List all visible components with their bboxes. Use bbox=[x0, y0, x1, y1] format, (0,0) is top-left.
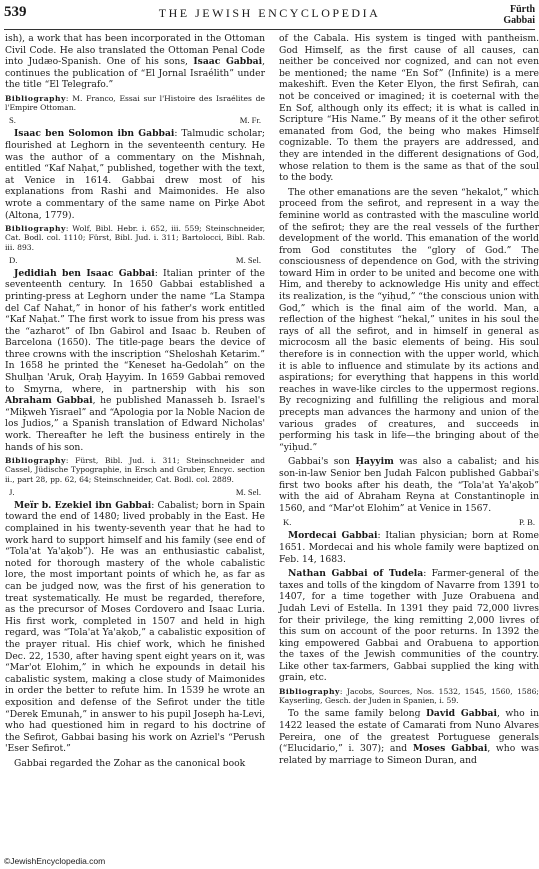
entry-name: Isaac Gabbai bbox=[193, 56, 263, 68]
running-title: THE JEWISH ENCYCLOPEDIA bbox=[158, 6, 381, 20]
entry-isaac-ben-solomon: Isaac ben Solomon ibn Gabbai: Talmudic scholar; flourished at Leghorn in the seventeenth century. He was the author of a commentary on the Mishnah, entitled “Kaf Naḥat,” published, together with the text, at Venice in 1614. Gabbai drew most of his explanations from Rashi and Maimonides. He also wrote a commentary of the same name on Pirḳe Abot (Altona, 1779). bbox=[5, 128, 265, 221]
entry-mordecai: Mordecai Gabbai: Italian physician; born at Rome 1651. Mordecai and his whole family were baptized on Feb. 14, 1683. bbox=[279, 530, 539, 565]
bibliography: Bibliography: Jacobs, Sources, Nos. 1532, 1545, 1560, 1586; Kayserling, Gesch. der Juden in Spanien, i. 59. bbox=[279, 687, 539, 706]
copyright-link[interactable]: ©JewishEncyclopedia.com bbox=[4, 856, 106, 866]
author-signature: D. M. Sel. bbox=[9, 254, 261, 265]
entry-heading: Isaac ben Solomon ibn Gabbai bbox=[14, 128, 175, 140]
entry-heading: Mordecai Gabbai bbox=[288, 530, 378, 542]
paragraph: of the Cabala. His system is tinged with pantheism. God Himself, as the first cause of all causes, can neither be conceived nor cognized, and can not even be mentioned; the name “En Sof” (Infinite) is a mere makeshift. Even the Keter Elyon, the first Sefirah, can not be conceived or imagined; it is coeternal with the En Sof, although only its effect; it is what is called in Scripture “His Name.” By means of it the other sefirot emanated from God, the being who makes Himself cognizable. To them the prayers are addressed, and they are intended in the different designations of God, whose relation to them is the same as that of the soul to the body. bbox=[279, 33, 539, 184]
bibliography: Bibliography: Wolf, Bibl. Hebr. i. 652, iii. 559; Steinschneider, Cat. Bodl. col. 1110; Fürst, Bibl. Jud. i. 311; Bartolocci, Bibl. Rab. iii. 893. bbox=[5, 224, 265, 252]
paragraph: Gabbai regarded the Zohar as the canonical book bbox=[14, 757, 246, 769]
page-number: 539 bbox=[4, 4, 27, 20]
paragraph: The other emanations are the seven “hekalot,” which proceed from the sefirot, and represent in a way the feminine world as contrasted with the masculine world of the sefirot; they are the real vessels of the further development of the world. This emanation of the world from God constitutes the “glory of God.” The consciousness of dependence on God, with the striving toward Him in order to be united and become one with Him, and thereby to acknowledge His unity and effect its realization, is the “yiḥud,” “the conscious union with God,” which is the final aim of the world. Man, a reflection of the highest “hekal,” unites in his soul the rays of all the sefirot, and in himself in general as microcosm all the basic elements of being. His soul therefore is in connection with the upper world, which it is able to influence and stimulate by its actions and aspirations; for everything that happens in this world reaches in wave-like circles to the uppermost regions. By recognizing and fulfilling the religious and moral precepts man advances the harmony and union of the various grades of creatures, and succeeds in performing his task in life—the bringing about of the “yiḥud.” bbox=[279, 186, 539, 453]
bibliography: Bibliography: Fürst, Bibl. Jud. i. 311; Steinschneider and Cassel, Jüdische Typographie, in Ersch and Gruber, Encyc. section ii., part 28, pp. 62, 64; Steinschneider, Cat. Bodl. col. 2889. bbox=[5, 456, 265, 484]
keyword-last: Gabbai bbox=[503, 15, 535, 26]
paragraph: ish), a work that has been incorporated in the Ottoman Civil Code. He also translated the Ottoman Penal Code into Judæo-Spanish. One of his sons, Isaac Gabbai, continues the publication of “El Jornal Israélith” under the title “El Telegrafo.” bbox=[5, 33, 265, 91]
entry-heading: Meïr b. Ezekiel ibn Gabbai bbox=[14, 499, 152, 511]
author-signature: K. P. B. bbox=[283, 517, 535, 528]
entry-nathan: Nathan Gabbai of Tudela: Farmer-general of the taxes and tolls of the kingdom of Navarre from 1391 to 1407, for a time together with Juze Orabuena and Judah Levi of Estella. In 1391 they paid 72,000 livres for their privilege, the king remitting 2,000 livres of this sum on account of the poor returns. In 1392 the king empowered Gabbai and Orabuena to apportion the taxes of the Jewish communities of the country. Like other tax-farmers, Gabbai supplied the king with grain, etc. bbox=[279, 568, 539, 684]
left-column bbox=[5, 33, 265, 773]
author-signature: S. M. Fr. bbox=[9, 115, 261, 126]
entry-meir: Meïr b. Ezekiel ibn Gabbai: Cabalist; born in Spain toward the end of 1480; lived probably in the East. He complained in his twenty-seventh year that he had to work hard to support himself and his family (see end of “Tola'at Ya'aḳob”). He was an enthusiastic cabalist, noted for thorough mastery of the whole cabalistic lore, the most important points of which he, as far as can be judged now, was the first of his generation to treat systematically. He must be regarded, therefore, as the precursor of Moses Cordovero and Isaac Luria. His first work, completed in 1507 and held in high regard, was “Tola'at Ya'aḳob,” a cabalistic exposition of the prayer ritual. His chief work, which he finished Dec. 22, 1530, after having spent eight years on it, was “Mar'ot Elohim,” in which he expounds in detail his cabalistic system, making a close study of Maimonides in order the better to refute him. In 1539 he wrote an exposition and defense of the Sefirot under the title “Derek Emunah,” in answer to his pupil Joseph ha-Levi, who had questioned him in regard to his doctrine of the Sefirot, Gabbai basing his work on Azriel's “Perush 'Eser Sefirot.” bbox=[5, 499, 265, 755]
paragraph: Gabbai's son Ḥayyim was also a cabalist; and his son-in-law Senior ben Judah Falcon published Gabbai's first two books after his death, the “Tola'at Ya'aḳob” with the aid of Abraham Reyna at Constantinople in 1560, and “Mar'ot Elohim” at Venice in 1567. bbox=[279, 456, 539, 514]
right-column bbox=[279, 33, 539, 769]
keyword-first: Fürth bbox=[510, 4, 535, 15]
header-rule bbox=[4, 29, 535, 30]
bibliography: Bibliography: M. Franco, Essai sur l'Histoire des Israélites de l'Empire Ottoman. bbox=[5, 93, 265, 113]
page-header bbox=[4, 4, 535, 30]
entry-heading: Nathan Gabbai of Tudela bbox=[288, 568, 424, 580]
entry-heading: Jedidiah ben Isaac Gabbai bbox=[14, 267, 155, 279]
running-keywords bbox=[503, 4, 535, 26]
entry-jedidiah: Jedidiah ben Isaac Gabbai: Italian printer of the seventeenth century. In 1650 Gabbai established a printing-press at Leghorn under the name “La Stampa del Caf Nahat,” in honor of his father's work entitled “Kaf Naḥat.” The first work to issue from his press was the “azharot” of Ibn Gabirol and Isaac b. Reuben of Barcelona (1650). The title-page bears the device of three crowns with the inscription “Sheloshah Ketarim.” In 1658 he printed the “Keneset ha-Gedolah” on the Shulḥan 'Aruk, Oraḥ Ḥayyim. In 1659 Gabbai removed to Smyrna, where, in partnership with his son Abraham Gabbai, he published Manasseh b. Israel's “Miḳweh Yisrael” and “Apologia por la Noble Nacion de los Judios,” a Spanish translation of Edward Nicholas' work. Thereafter he left the business entirely in the hands of his son. bbox=[5, 267, 265, 453]
author-signature: J. M. Sel. bbox=[9, 486, 261, 497]
paragraph: To the same family belong David Gabbai, who in 1422 leased the estate of Camarati from Nuno Alvares Pereira, one of the greatest Portuguese generals (“Elucidario,” i. 307); and Moses Gabbai, who was related by marriage to Simeon Duran, and bbox=[279, 708, 539, 766]
